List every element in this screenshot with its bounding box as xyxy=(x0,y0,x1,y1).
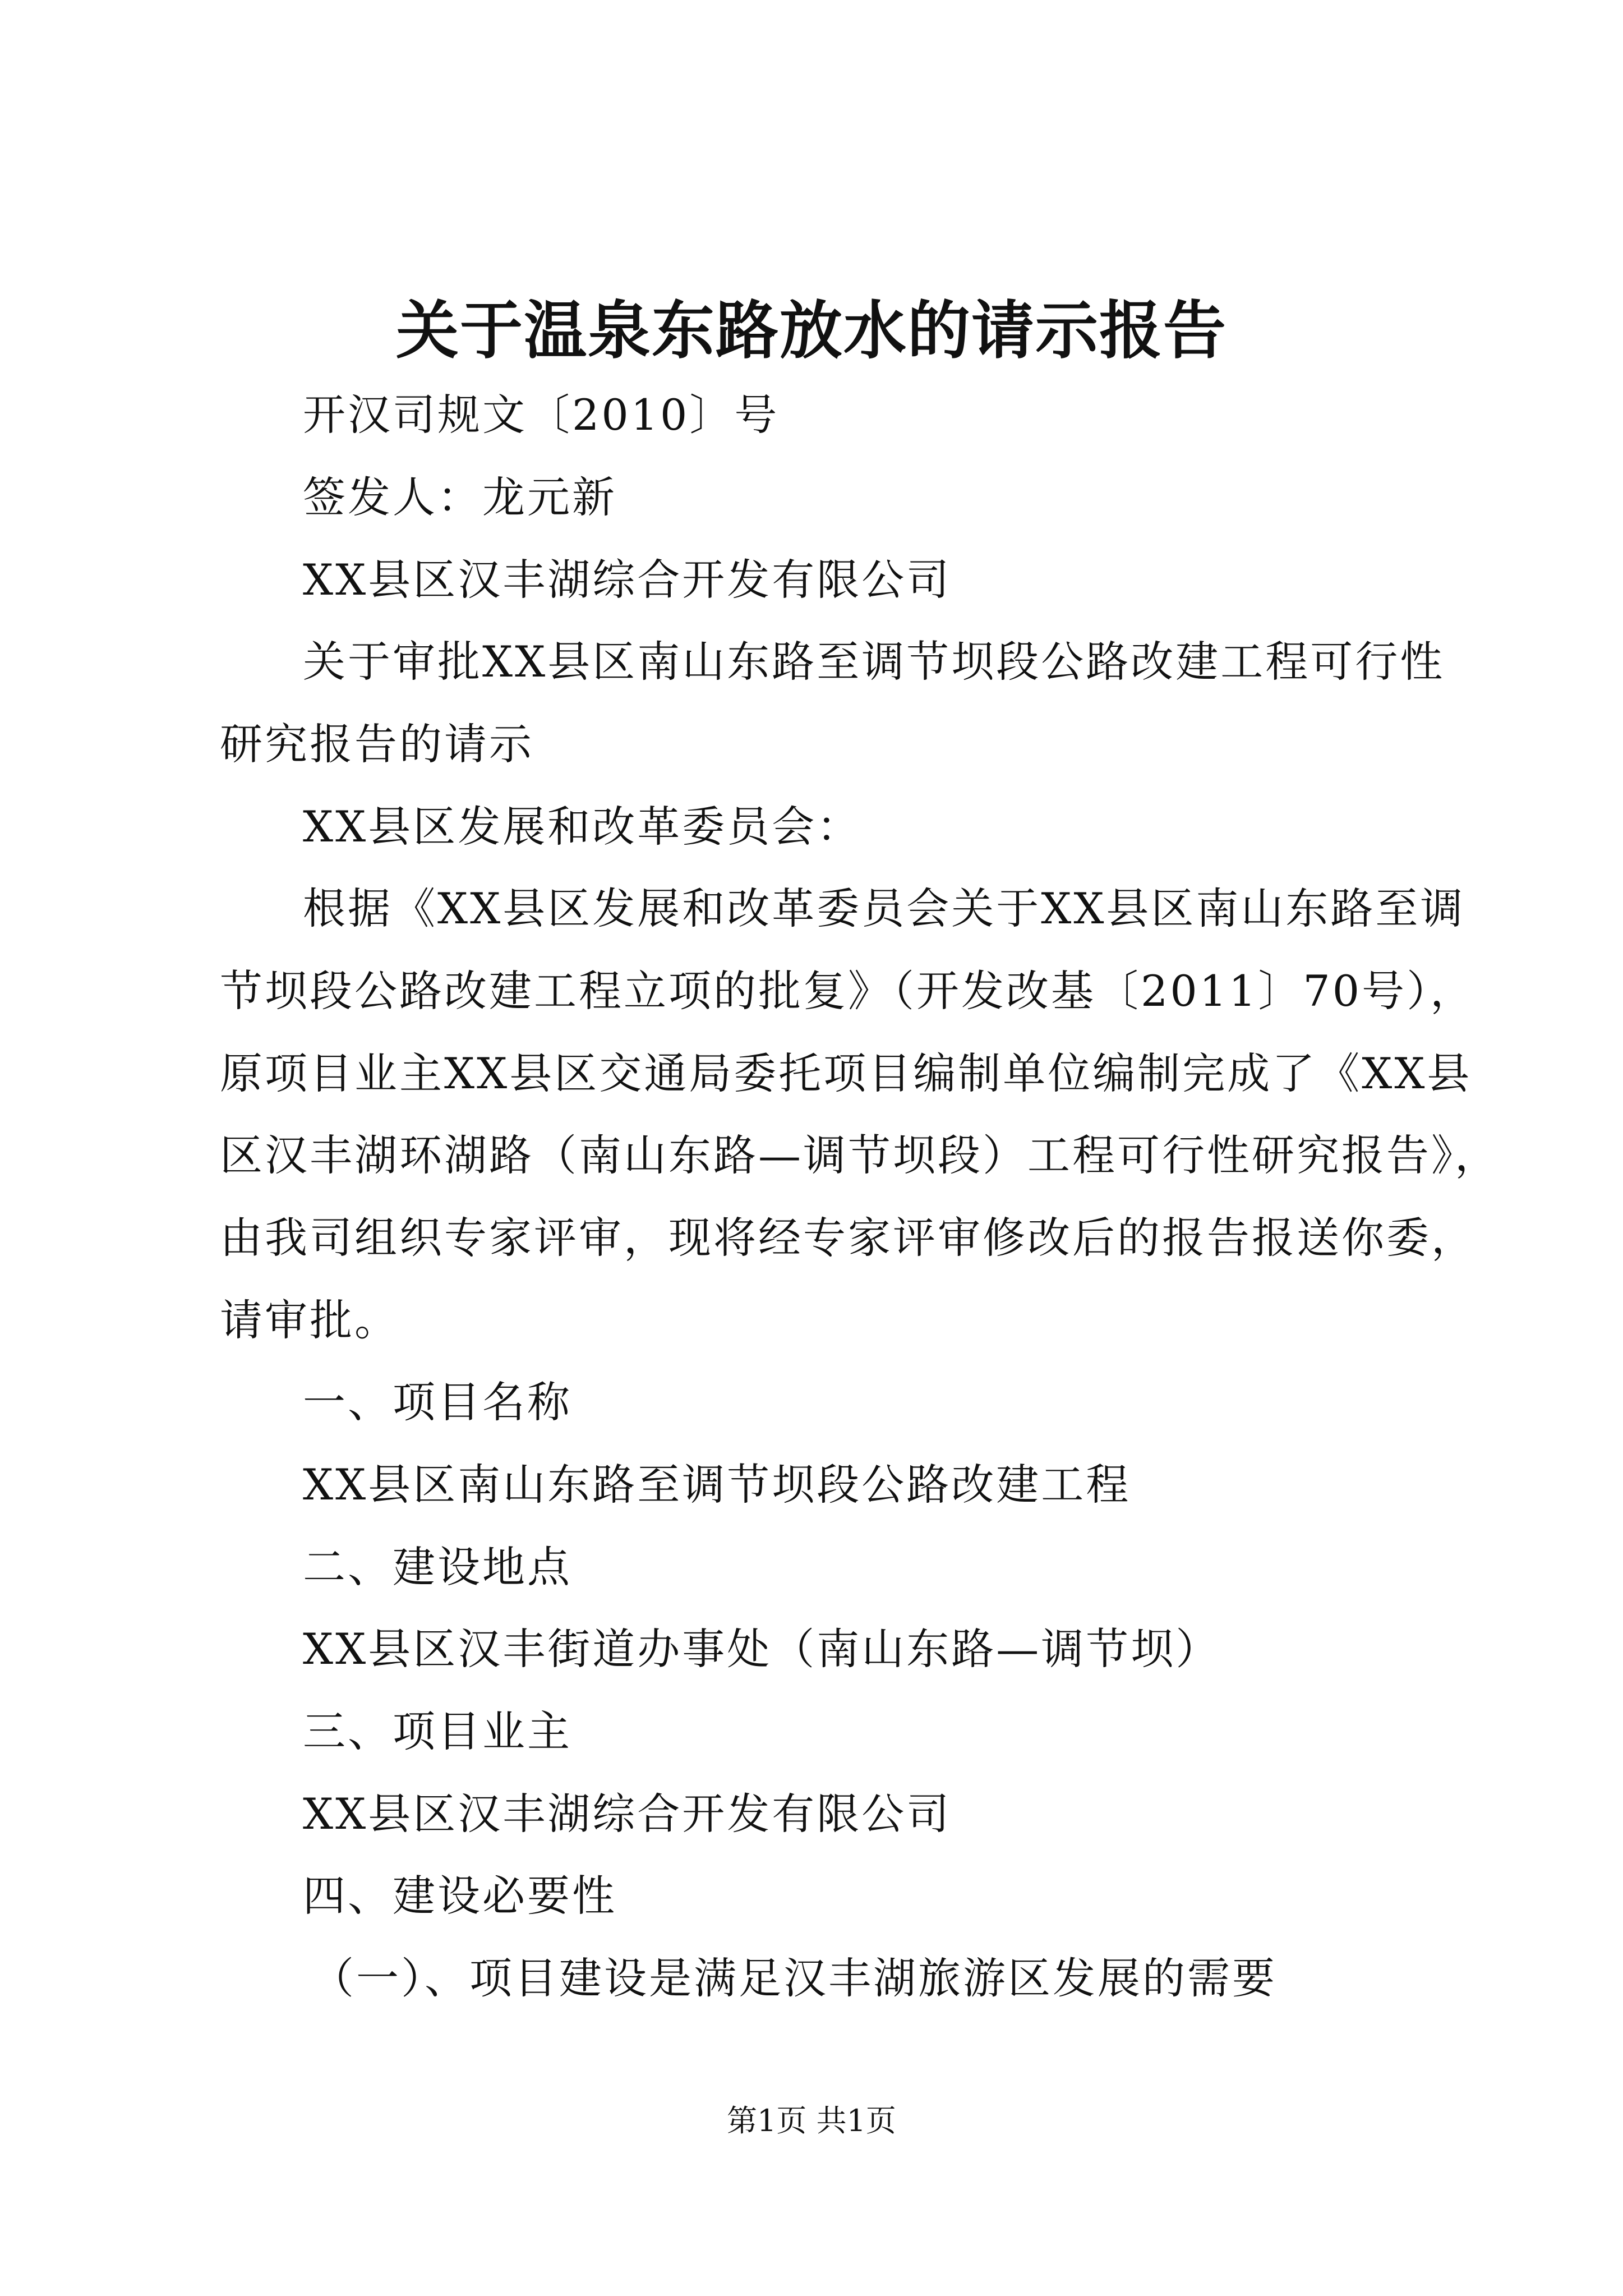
body-paragraph-line: 节坝段公路改建工程立项的批复》（开发改基〔2011〕70号）， xyxy=(220,966,1476,1016)
recipient-line: XX县区发展和改革委员会： xyxy=(303,802,862,852)
page-footer: 第1页 共1页 xyxy=(727,2103,896,2138)
body-paragraph-line: 由我司组织专家评审，现将经专家评审修改后的报告报送你委， xyxy=(220,1213,1476,1263)
section-heading: 二、建设地点 xyxy=(303,1542,572,1592)
body-paragraph-line: 原项目业主XX县区交通局委托项目编制单位编制完成了《XX县 xyxy=(220,1048,1472,1098)
subject-line-2: 研究报告的请示 xyxy=(220,719,534,769)
section-heading: 三、项目业主 xyxy=(303,1706,572,1756)
subsection-heading: （一）、项目建设是满足汉丰湖旅游区发展的需要 xyxy=(311,1953,1277,2003)
section-content: XX县区汉丰街道办事处（南山东路—调节坝） xyxy=(303,1624,1221,1674)
document-number: 开汉司规文〔2010〕号 xyxy=(303,390,780,440)
section-content: XX县区南山东路至调节坝段公路改建工程 xyxy=(303,1460,1131,1510)
issuer-line: 签发人：龙元新 xyxy=(303,472,617,522)
subject-line-1: 关于审批XX县区南山东路至调节坝段公路改建工程可行性 xyxy=(303,637,1445,687)
body-paragraph-line: 请审批。 xyxy=(220,1295,399,1345)
company-name: XX县区汉丰湖综合开发有限公司 xyxy=(303,555,952,605)
section-heading: 一、项目名称 xyxy=(303,1377,572,1427)
section-content: XX县区汉丰湖综合开发有限公司 xyxy=(303,1789,952,1839)
document-title: 关于温泉东路放水的请示报告 xyxy=(396,294,1227,367)
body-paragraph-line: 根据《XX县区发展和改革委员会关于XX县区南山东路至调 xyxy=(303,884,1465,933)
section-heading: 四、建设必要性 xyxy=(303,1871,617,1921)
body-paragraph-line: 区汉丰湖环湖路（南山东路—调节坝段）工程可行性研究报告》， xyxy=(220,1130,1500,1180)
